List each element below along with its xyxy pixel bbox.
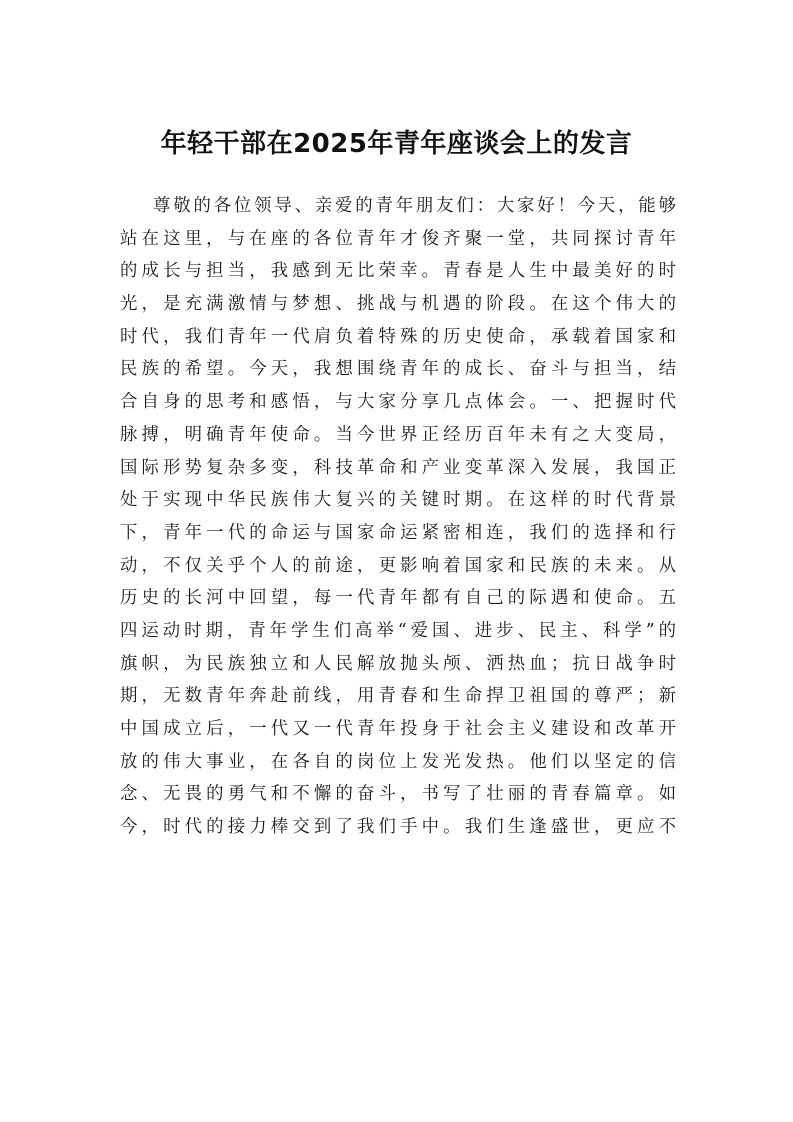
body-line: 时代，我们青年一代肩负着特殊的历史使命，承载着国家和 [120,326,676,347]
body-line: 今，时代的接力棒交到了我们手中。我们生逢盛世，更应不 [120,817,676,838]
body-line: 动，不仅关乎个人的前途，更影响着国家和民族的未来。从 [120,555,676,576]
body-line: 旗帜，为民族独立和人民解放抛头颅、洒热血；抗日战争时 [120,653,676,674]
body-line: 念、无畏的勇气和不懈的奋斗，书写了壮丽的青春篇章。如 [120,784,676,805]
body-line: 合自身的思考和感悟，与大家分享几点体会。一、把握时代 [120,392,676,413]
body-line: 历史的长河中回望，每一代青年都有自己的际遇和使命。五 [120,588,676,609]
document-title: 年轻干部在2025年青年座谈会上的发言 [160,129,633,159]
body-line: 尊敬的各位领导、亲爱的青年朋友们：大家好！今天，能够 [153,196,676,216]
body-line: 期，无数青年奔赴前线，用青春和生命捍卫祖国的尊严；新 [120,686,676,707]
document-body [120,190,676,844]
body-line: 中国成立后，一代又一代青年投身于社会主义建设和改革开 [120,719,676,739]
body-line: 国际形势复杂多变，科技革命和产业变革深入发展，我国正 [120,457,676,478]
body-line: 四运动时期，青年学生们高举“爱国、进步、民主、科学”的 [120,620,676,641]
body-line: 站在这里，与在座的各位青年才俊齐聚一堂，共同探讨青年 [120,228,676,249]
body-line: 民族的希望。今天，我想围绕青年的成长、奋斗与担当，结 [120,359,676,380]
body-line: 下，青年一代的命运与国家命运紧密相连，我们的选择和行 [120,522,676,543]
body-line: 光，是充满激情与梦想、挑战与机遇的阶段。在这个伟大的 [120,294,676,315]
body-line: 的成长与担当，我感到无比荣幸。青春是人生中最美好的时 [120,261,676,282]
body-line: 脉搏，明确青年使命。当今世界正经历百年未有之大变局， [120,424,676,445]
body-line: 处于实现中华民族伟大复兴的关键时期。在这样的时代背景 [120,490,676,511]
body-line: 放的伟大事业，在各自的岗位上发光发热。他们以坚定的信 [120,751,676,772]
